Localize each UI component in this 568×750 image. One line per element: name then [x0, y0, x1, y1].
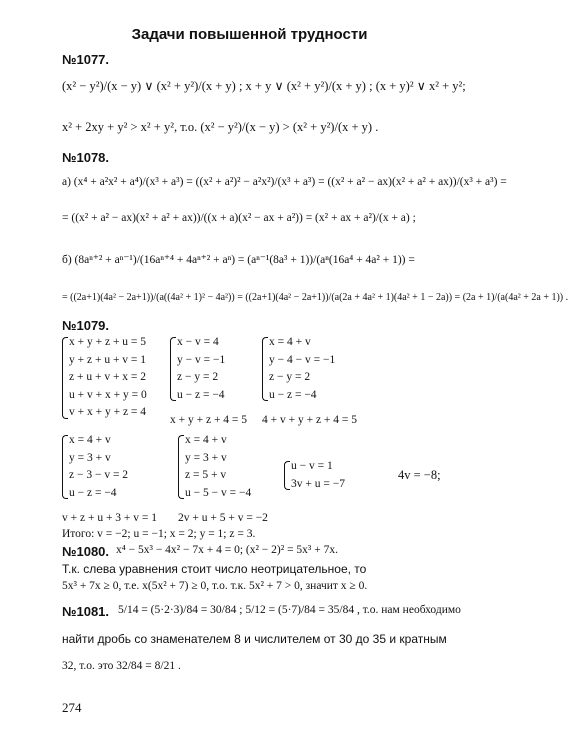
problem-1077-number: №1077.: [62, 52, 110, 67]
equation: y + z + u + v = 1: [69, 353, 147, 366]
equation: x = 4 + v: [269, 336, 311, 348]
system-4-extra: v + z + u + 3 + v = 1: [62, 512, 158, 524]
system-3: [262, 334, 335, 404]
page-number: 274: [62, 700, 82, 715]
problem-1081-number: №1081.: [62, 604, 110, 619]
system-4: [62, 432, 128, 502]
equation: x + y + z + u = 5: [69, 336, 147, 348]
equation: z − y = 2: [269, 371, 311, 383]
system-brace: [284, 461, 290, 490]
equation: v + x + y + z = 4: [69, 406, 147, 418]
problem-1079-answer: Итого: v = −2; u = −1; x = 2; y = 1; z = 3.: [62, 528, 256, 540]
problem-1080-text-2: 5x³ + 7x ≥ 0, т.е. x(5x² + 7) ≥ 0, т.о. т.к. 5x² + 7 > 0, значит x ≥ 0.: [62, 580, 368, 592]
system-brace: [62, 435, 68, 499]
equation: u − z = −4: [177, 388, 225, 401]
problem-1077-conclusion: x² + 2xy + y² > x² + y², т.о. (x² − y²)/(x − y) > (x² + y²)/(x + y) .: [62, 120, 379, 134]
system-brace: [170, 337, 176, 401]
equation: u − z = −4: [69, 486, 117, 499]
problem-1080-text-1: Т.к. слева уравнения стоит число неотрицательное, то: [62, 562, 367, 576]
problem-1078-number: №1078.: [62, 150, 110, 165]
system-1: [62, 334, 147, 422]
equation: u − 5 − v = −4: [185, 486, 252, 499]
equation: u − v = 1: [291, 460, 333, 472]
system-3-extra: 4 + v + y + z + 4 = 5: [262, 414, 358, 426]
problem-1081-line-2: найти дробь со знаменателем 8 и числителем от 30 до 35 и кратным: [62, 632, 447, 646]
system-brace: [262, 337, 268, 401]
problem-1078-b-line1: б) (8aⁿ⁺² + aⁿ⁻¹)/(16aⁿ⁺⁴ + 4aⁿ⁺² + aⁿ) = (aⁿ⁻¹(8a³ + 1))/(aⁿ(16a⁴ + 4a² + 1)) =: [62, 254, 415, 266]
equation: y − 4 − v = −1: [269, 353, 336, 366]
problem-1081-line-3: 32, т.о. это 32/84 = 8/21 .: [62, 660, 181, 672]
page-title: Задачи повышенной трудности: [131, 26, 368, 43]
equation: 3v + u = −7: [291, 477, 345, 490]
problem-1078-a-line2: = ((x² + a² − ax)(x² + a² + ax))/((x + a)(x² − ax + a²)) = (x² + ax + a²)/(x + a) ;: [62, 212, 416, 224]
problem-1078-a-line1: а) (x⁴ + a²x² + a⁴)/(x³ + a³) = ((x² + a²)² − a²x²)/(x³ + a³) = ((x² + a² − ax)(x² + a² + ax))/(x³ + a³) =: [62, 176, 507, 188]
problem-1080-equation: x⁴ − 5x³ − 4x² − 7x + 4 = 0; (x² − 2)² = 5x³ + 7x.: [116, 544, 338, 556]
system-result: 4v = −8;: [398, 468, 441, 482]
problem-1080-number: №1080.: [62, 544, 110, 559]
system-brace: [62, 337, 68, 419]
problem-1081-line-1: 5/14 = (5·2·3)/84 = 30/84 ; 5/12 = (5·7)/84 = 35/84 , т.о. нам необходимо: [118, 604, 461, 616]
equation: y = 3 + v: [69, 451, 111, 464]
equation: x = 4 + v: [185, 434, 227, 446]
problem-1079-number: №1079.: [62, 318, 110, 333]
system-2-extra: x + y + z + 4 = 5: [170, 414, 248, 426]
system-2: [170, 334, 225, 404]
equation: x = 4 + v: [69, 434, 111, 446]
equation: z − y = 2: [177, 371, 219, 383]
system-5-extra: 2v + u + 5 + v = −2: [178, 512, 268, 524]
equation: u − z = −4: [269, 388, 317, 401]
equation: z − 3 − v = 2: [69, 469, 129, 481]
equation: y = 3 + v: [185, 451, 227, 464]
system-brace: [178, 435, 184, 499]
equation: u + v + x + y = 0: [69, 388, 147, 401]
problem-1078-b-line2: = ((2a+1)(4a² − 2a+1))/(a((4a² + 1)² − 4a²)) = ((2a+1)(4a² − 2a+1))/(a(2a + 4a² + 1)(4a² + 1 − 2a)) = (2a + 1)/(a(4a² + 2a + 1)) .: [62, 292, 568, 303]
problem-1077-comparison: (x² − y²)/(x − y) ∨ (x² + y²)/(x + y) ; x + y ∨ (x² + y²)/(x + y) ; (x + y)² ∨ x² + y²;: [62, 79, 466, 93]
system-5: [178, 432, 251, 502]
equation: z = 5 + v: [185, 469, 227, 481]
equation: z + u + v + x = 2: [69, 371, 147, 383]
equation: x − v = 4: [177, 336, 219, 348]
system-6: [284, 458, 345, 493]
equation: y − v = −1: [177, 353, 226, 366]
